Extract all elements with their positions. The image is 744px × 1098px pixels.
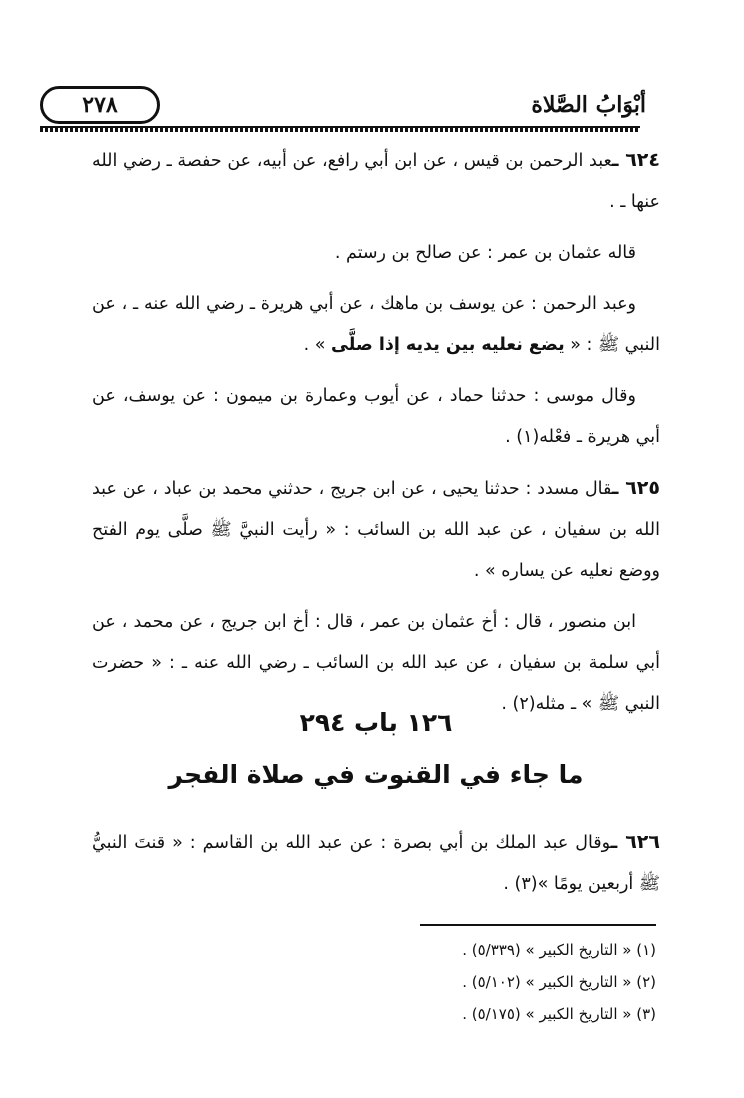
paragraph-text: عبد الرحمن بن قيس ، عن ابن أبي رافع، عن أبيه، عن حفصة ـ رضي الله عنها ـ .	[92, 151, 660, 212]
hadith-number: ٦٢٥ ـ	[611, 477, 660, 499]
chapter-text	[92, 822, 660, 915]
hadith-text-bold: يضع نعليه بين يديه إذا صلَّى	[331, 335, 565, 355]
page-header	[40, 86, 664, 132]
chapter-title: ما جاء في القنوت في صلاة الفجر	[168, 760, 584, 789]
paragraph-text: قال مسدد : حدثنا يحيى ، عن ابن جريج ، حدثني محمد بن عباد ، عن عبد الله بن سفيان ، عن عبد الله بن السائب : « رأيت النبيَّ ﷺ صلَّى يوم الفتح ووضع نعليه عن يساره » .	[92, 479, 660, 581]
paragraph-626	[92, 822, 660, 905]
hadith-number: ٦٢٤ ـ	[611, 149, 660, 171]
paragraph-text: » .	[303, 335, 331, 355]
footnote-rule	[420, 924, 656, 926]
header-rule	[40, 126, 640, 132]
paragraph-text: وعبد الرحمن : عن يوسف بن ماهك ، عن أبي هريرة ـ رضي الله عنه ـ ، عن النبي ﷺ : «	[92, 294, 660, 355]
footnote-1: (١) « التاريخ الكبير » (٥/٣٣٩) .	[462, 941, 656, 959]
paragraph-narration	[92, 284, 660, 366]
paragraph-text: ابن منصور ، قال : أخ عثمان بن عمر ، قال : أخ ابن جريج ، عن محمد ، عن أبي سلمة بن سفيان ، عن عبد الله بن السائب ـ رضي الله عنه ـ : « حضرت النبي ﷺ » ـ مثله(٢) .	[92, 612, 660, 714]
main-text	[92, 140, 660, 735]
paragraph-text: قاله عثمان بن عمر : عن صالح بن رستم .	[334, 243, 636, 263]
paragraph-narration	[92, 602, 660, 725]
page-number-badge: ٢٧٨	[40, 86, 160, 124]
footnotes	[300, 934, 656, 1030]
chapter-number: ١٢٦ باب ٢٩٤	[299, 708, 453, 737]
paragraph-narration	[92, 376, 660, 458]
paragraph-text: وقال عبد الملك بن أبي بصرة : عن عبد الله بن القاسم : « قنتَ النبيُّ ﷺ أربعين يومًا »(٣) .	[92, 833, 660, 894]
running-title: أبْوَابُ الصَّلاة	[531, 92, 646, 118]
paragraph-625	[92, 468, 660, 592]
paragraph-narration	[92, 233, 660, 274]
paragraph-text: وقال موسى : حدثنا حماد ، عن أيوب وعمارة بن ميمون : عن يوسف، عن أبي هريرة ـ فعْله(١) .	[92, 386, 660, 447]
footnote-2: (٢) « التاريخ الكبير » (٥/١٠٢) .	[462, 973, 656, 991]
hadith-number: ٦٢٦ ـ	[610, 831, 660, 853]
footnote-3: (٣) « التاريخ الكبير » (٥/١٧٥) .	[462, 1005, 656, 1023]
paragraph-624	[92, 140, 660, 223]
